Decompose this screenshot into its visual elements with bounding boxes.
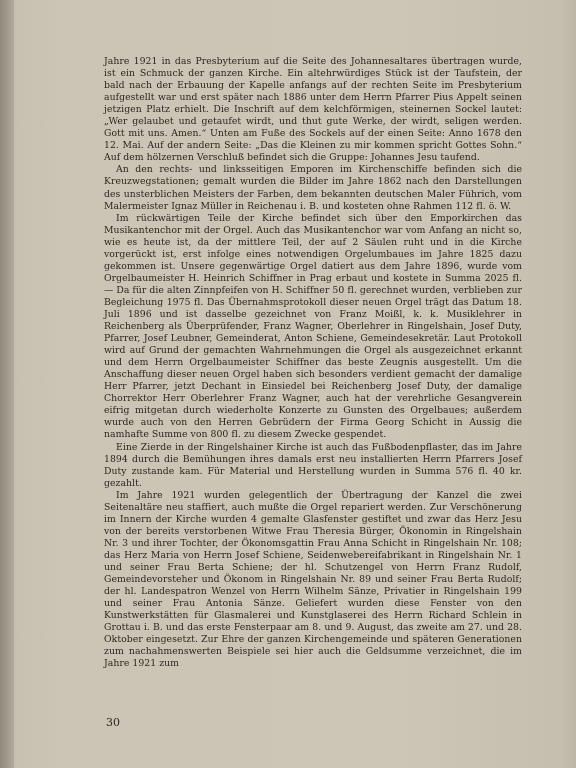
paragraph-floor: Eine Zierde in der Ringelshainer Kirche ist auch das Fußbodenpflaster, das im Jahre 1894 durch die Bemühungen ihres damals erst neu installierten Herrn Pfarrers Josef Duty zustande kam. Für Material und Herstellung wurden in Summa 576 fl. 40 kr. gezahlt. bbox=[104, 441, 522, 489]
paragraph-stations-of-cross: An den rechts- und linksseitigen Emporen im Kirchenschiffe befinden sich die Kreuzwegstationen; gemalt wurden die Bilder im Jahre 1862 nach den Darstellungen des unsterblichen Meisters der Farben, dem bekannten deutschen Maler Führich, vom Malermeister Ignaz Müller in Reichenau i. B. und kosteten ohne Rahmen 112 fl. ö. W. bbox=[104, 164, 522, 212]
page-number: 30 bbox=[106, 716, 120, 729]
body-text bbox=[104, 56, 522, 670]
paragraph-baptismal-font: Jahre 1921 in das Presbyterium auf die Seite des Johannesaltares übertragen wurde, ist ein Schmuck der ganzen Kirche. Ein altehrwürdiges Stück ist der Taufstein, der bald nach der Erbauung der Kapelle anfangs auf der rechten Seite im Presbyterium aufgestellt war und erst später nach 1886 unter dem Herrn Pfarrer Pius Appelt seinen jetzigen Platz erhielt. Die Inschrift auf dem kelchförmigen, steinernen Sockel lautet: „Wer gelaubet und getaufet wirdt, und thut gute Werke, der wirdt, seligen werden. Gott mit uns. Amen.“ Unten am Fuße des Sockels auf der einen Seite: Anno 1678 den 12. Mai. Auf der andern Seite: „Das die Kleinen zu mir kommen spricht Gottes Sohn.“ Auf dem hölzernen Verschluß befindet sich die Gruppe: Johannes Jesu taufend. bbox=[104, 56, 522, 164]
book-gutter bbox=[0, 0, 14, 768]
paragraph-organ: Im rückwärtigen Teile der Kirche befindet sich über den Emporkirchen das Musikantenchor mit der Orgel. Auch das Musikantenchor war vom Anfang an nicht so, wie es heute ist, da der mittlere Teil, der auf 2 Säulen ruht und in die Kirche vorgerückt ist, erst infolge eines notwendigen Orgelumbaues im Jahre 1825 dazu gekommen ist. Unsere gegenwärtige Orgel datiert aus dem Jahre 1896, wurde vom Orgelbaumeister H. Heinrich Schiffner in Prag erbaut und kostete in Summa 2025 fl. — Da für die alten Zinnpfeifen von H. Schiffner 50 fl. gerechnet wurden, verblieben zur Begleichung 1975 fl. Das Übernahmsprotokoll dieser neuen Orgel trägt das Datum 18. Juli 1896 und ist dasselbe gezeichnet von Franz Moißl, k. k. Musiklehrer in Reichenberg als Überprüfender, Franz Wagner, Oberlehrer in Ringelshain, Josef Duty, Pfarrer, Josef Leubner, Gemeinderat, Anton Schiene, Gemeindesekretär. Laut Protokoll wird auf Grund der gemachten Wahrnehmungen die Orgel als ausgezeichnet erkannt und dem Herrn Orgelbaumeister Schiffner das beste Zeugnis ausgestellt. Um die Anschaffung dieser neuen Orgel haben sich besonders verdient gemacht der damalige Herr Pfarrer, jetzt Dechant in Einsiedel bei Reichenberg Josef Duty, der damalige Chorrektor Herr Oberlehrer Franz Wagner, auch hat der verehrliche Gesangverein eifrig mitgetan durch wiederholte Konzerte zu Gunsten des Orgelbaues; außerdem wurde auch von den Herren Gebrüdern der Firma Georg Schicht in Aussig die namhafte Summe von 800 fl. zu diesem Zwecke gespendet. bbox=[104, 212, 522, 441]
paragraph-windows: Im Jahre 1921 wurden gelegentlich der Übertragung der Kanzel die zwei Seitenaltäre neu staffiert, auch mußte die Orgel repariert werden. Zur Verschönerung im Innern der Kirche wurden 4 gemalte Glasfenster gestiftet und zwar das Herz Jesu von der bereits verstorbenen Witwe Frau Theresia Bürger, Ökonomin in Ringelshain Nr. 3 und ihrer Tochter, der Ökonomsgattin Frau Anna Schicht in Ringelshain Nr. 108; das Herz Maria von Herrn Josef Schiene, Seidenwebereifabrikant in Ringelshain Nr. 1 und seiner Frau Berta Schiene; der hl. Schutzengel von Herrn Franz Rudolf, Gemeindevorsteher und Ökonom in Ringelshain Nr. 89 und seiner Frau Berta Rudolf; der hl. Landespatron Wenzel von Herrn Wilhelm Sänze, Privatier in Ringelshain 199 und seiner Frau Antonia Sänze. Geliefert wurden diese Fenster von den Kunstwerkstätten für Glasmalerei und Kunstglaserei des Herrn Richard Schlein in Grottau i. B. und das erste Fensterpaar am 8. und 9. August, das zweite am 27. und 28. Oktober eingesetzt. Zur Ehre der ganzen Kirchengemeinde und späteren Generationen zum nachahmenswerten Beispiele sei hier auch die Geldsumme verzeichnet, die im Jahre 1921 zum bbox=[104, 489, 522, 670]
